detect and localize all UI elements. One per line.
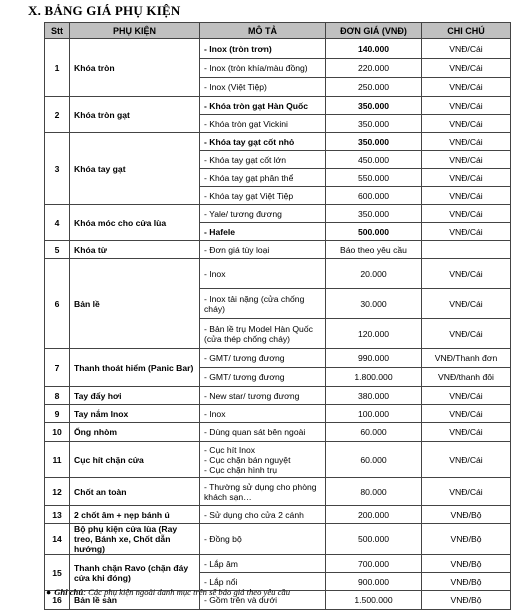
- cell-stt: 7: [45, 349, 70, 387]
- cell-note: VNĐ/Bộ: [422, 555, 511, 573]
- cell-description: - Khóa tròn gạt Vickini: [200, 115, 326, 133]
- cell-price: 700.000: [326, 555, 422, 573]
- cell-description: - Bản lề trụ Model Hàn Quốc (cửa thép chống cháy): [200, 319, 326, 349]
- cell-description: - Yale/ tương đương: [200, 205, 326, 223]
- cell-note: VNĐ/Bộ: [422, 591, 511, 610]
- cell-price: 60.000: [326, 423, 422, 442]
- cell-price: 60.000: [326, 442, 422, 478]
- cell-note: VNĐ/Cái: [422, 97, 511, 115]
- cell-note: VNĐ/Cái: [422, 442, 511, 478]
- cell-item-name: Khóa tròn: [70, 39, 200, 97]
- cell-note: VNĐ/Cái: [422, 223, 511, 241]
- table-body: [45, 39, 511, 610]
- cell-description: - Đồng bộ: [200, 524, 326, 555]
- cell-note: VNĐ/Cái: [422, 259, 511, 289]
- cell-description: - Dùng quan sát bên ngoài: [200, 423, 326, 442]
- cell-note: VNĐ/Cái: [422, 115, 511, 133]
- cell-stt: 3: [45, 133, 70, 205]
- cell-item-name: Ống nhòm: [70, 423, 200, 442]
- cell-price: 20.000: [326, 259, 422, 289]
- cell-price: 140.000: [326, 39, 422, 59]
- cell-stt: 12: [45, 478, 70, 506]
- table-row: [45, 423, 511, 442]
- cell-note: VNĐ/Cái: [422, 169, 511, 187]
- cell-description: - Inox (Việt Tiệp): [200, 78, 326, 97]
- cell-item-name: Bản lề: [70, 259, 200, 349]
- table-row: [45, 506, 511, 524]
- cell-item-name: Khóa móc cho cửa lùa: [70, 205, 200, 241]
- cell-description: - Inox (tròn trơn): [200, 39, 326, 59]
- cell-price: 380.000: [326, 387, 422, 405]
- cell-note: VNĐ/Cái: [422, 133, 511, 151]
- cell-description: - Inox tải nặng (cửa chống cháy): [200, 289, 326, 319]
- cell-description: - Khóa tay gạt phân thể: [200, 169, 326, 187]
- cell-price: 100.000: [326, 405, 422, 423]
- cell-description: - Khóa tay gạt cốt lớn: [200, 151, 326, 169]
- cell-description: - Sử dụng cho cửa 2 cánh: [200, 506, 326, 524]
- cell-item-name: Tay nắm Inox: [70, 405, 200, 423]
- cell-price: 550.000: [326, 169, 422, 187]
- cell-note: [422, 241, 511, 259]
- cell-description: - Inox: [200, 259, 326, 289]
- cell-item-name: Thanh thoát hiểm (Panic Bar): [70, 349, 200, 387]
- cell-stt: 8: [45, 387, 70, 405]
- cell-price: 1.800.000: [326, 368, 422, 387]
- cell-description: - Gồm trên và dưới: [200, 591, 326, 610]
- table-row: [45, 555, 511, 573]
- cell-stt: 5: [45, 241, 70, 259]
- table-row: [45, 524, 511, 555]
- cell-price: 500.000: [326, 223, 422, 241]
- table-row: [45, 241, 511, 259]
- cell-note: VNĐ/Cái: [422, 151, 511, 169]
- bullet-icon: ●: [46, 587, 52, 597]
- table-row: [45, 39, 511, 59]
- table-row: [45, 97, 511, 115]
- cell-note: VNĐ/Cái: [422, 405, 511, 423]
- cell-price: 200.000: [326, 506, 422, 524]
- cell-price: 350.000: [326, 97, 422, 115]
- cell-item-name: Thanh chặn Ravo (chặn đáy cửa khi đóng): [70, 555, 200, 591]
- cell-price: 220.000: [326, 59, 422, 78]
- cell-price: 900.000: [326, 573, 422, 591]
- cell-item-name: Khóa tròn gạt: [70, 97, 200, 133]
- cell-note: VNĐ/Bộ: [422, 506, 511, 524]
- cell-stt: 4: [45, 205, 70, 241]
- cell-price: 600.000: [326, 187, 422, 205]
- cell-price: Báo theo yêu cầu: [326, 241, 422, 259]
- cell-description: - Inox: [200, 405, 326, 423]
- table-row: [45, 442, 511, 478]
- cell-description: - New star/ tương đương: [200, 387, 326, 405]
- cell-description: - GMT/ tương đương: [200, 368, 326, 387]
- cell-stt: 2: [45, 97, 70, 133]
- cell-stt: 6: [45, 259, 70, 349]
- table-row: [45, 133, 511, 151]
- price-table: [44, 22, 511, 610]
- cell-note: VNĐ/Cái: [422, 187, 511, 205]
- cell-description: - Khóa tay gạt cốt nhỏ: [200, 133, 326, 151]
- cell-price: 120.000: [326, 319, 422, 349]
- cell-note: VNĐ/Cái: [422, 387, 511, 405]
- table-row: [45, 387, 511, 405]
- cell-price: 250.000: [326, 78, 422, 97]
- cell-note: VNĐ/Cái: [422, 319, 511, 349]
- cell-description: - Khóa tay gạt Việt Tiệp: [200, 187, 326, 205]
- cell-item-name: Khóa từ: [70, 241, 200, 259]
- cell-item-name: Cục hít chặn cửa: [70, 442, 200, 478]
- cell-note: VNĐ/Cái: [422, 205, 511, 223]
- header-note: CHI CHÚ: [422, 23, 511, 39]
- cell-note: VNĐ/Cái: [422, 39, 511, 59]
- cell-note: VNĐ/Cái: [422, 478, 511, 506]
- cell-item-name: Bộ phụ kiện cửa lùa (Ray treo, Bánh xe, Chốt dẫn hướng): [70, 524, 200, 555]
- cell-stt: 10: [45, 423, 70, 442]
- cell-description: - Cục hít Inox - Cục chặn bán nguyệt - Cục chặn hình trụ: [200, 442, 326, 478]
- table-row: [45, 349, 511, 368]
- section-title: X. BẢNG GIÁ PHỤ KIỆN: [28, 3, 181, 18]
- cell-description: - Inox (tròn khía/màu đồng): [200, 59, 326, 78]
- cell-description: - GMT/ tương đương: [200, 349, 326, 368]
- cell-note: VNĐ/Thanh đơn: [422, 349, 511, 368]
- header-description: MÔ TẢ: [200, 23, 326, 39]
- header-stt: Stt: [45, 23, 70, 39]
- cell-stt: 14: [45, 524, 70, 555]
- footer-note: [46, 587, 290, 597]
- cell-note: VNĐ/Bộ: [422, 524, 511, 555]
- table-row: [45, 205, 511, 223]
- table-row: [45, 478, 511, 506]
- cell-note: VNĐ/Cái: [422, 78, 511, 97]
- cell-stt: 15: [45, 555, 70, 591]
- cell-description: - Lắp nổi: [200, 573, 326, 591]
- cell-price: 80.000: [326, 478, 422, 506]
- cell-stt: 13: [45, 506, 70, 524]
- cell-description: - Thường sử dụng cho phòng khách sạn…: [200, 478, 326, 506]
- cell-description: - Hafele: [200, 223, 326, 241]
- cell-item-name: Khóa tay gạt: [70, 133, 200, 205]
- cell-price: 30.000: [326, 289, 422, 319]
- cell-item-name: 2 chốt âm + nẹp bánh ú: [70, 506, 200, 524]
- cell-price: 350.000: [326, 115, 422, 133]
- table-header-row: [45, 23, 511, 39]
- cell-note: VNĐ/Cái: [422, 59, 511, 78]
- cell-stt: 9: [45, 405, 70, 423]
- header-item: PHỤ KIỆN: [70, 23, 200, 39]
- footer-text: : Các phụ kiện ngoài danh mục trên sẽ báo giá theo yêu cầu: [83, 587, 291, 597]
- header-price: ĐƠN GIÁ (VNĐ): [326, 23, 422, 39]
- footer-label: Ghi chú: [54, 587, 84, 597]
- cell-price: 450.000: [326, 151, 422, 169]
- cell-note: VNĐ/Cái: [422, 289, 511, 319]
- cell-stt: 1: [45, 39, 70, 97]
- cell-item-name: Tay đẩy hơi: [70, 387, 200, 405]
- cell-item-name: Chốt an toàn: [70, 478, 200, 506]
- cell-description: - Lắp âm: [200, 555, 326, 573]
- cell-stt: 16: [45, 591, 70, 610]
- cell-item-name: Bản lề sàn: [70, 591, 200, 610]
- cell-price: 350.000: [326, 133, 422, 151]
- cell-price: 350.000: [326, 205, 422, 223]
- cell-note: VNĐ/thanh đôi: [422, 368, 511, 387]
- cell-price: 500.000: [326, 524, 422, 555]
- cell-price: 990.000: [326, 349, 422, 368]
- table-row: [45, 405, 511, 423]
- cell-note: VNĐ/Bộ: [422, 573, 511, 591]
- cell-price: 1.500.000: [326, 591, 422, 610]
- cell-stt: 11: [45, 442, 70, 478]
- cell-note: VNĐ/Cái: [422, 423, 511, 442]
- cell-description: - Đơn giá tùy loại: [200, 241, 326, 259]
- table-row: [45, 259, 511, 289]
- cell-description: - Khóa tròn gạt Hàn Quốc: [200, 97, 326, 115]
